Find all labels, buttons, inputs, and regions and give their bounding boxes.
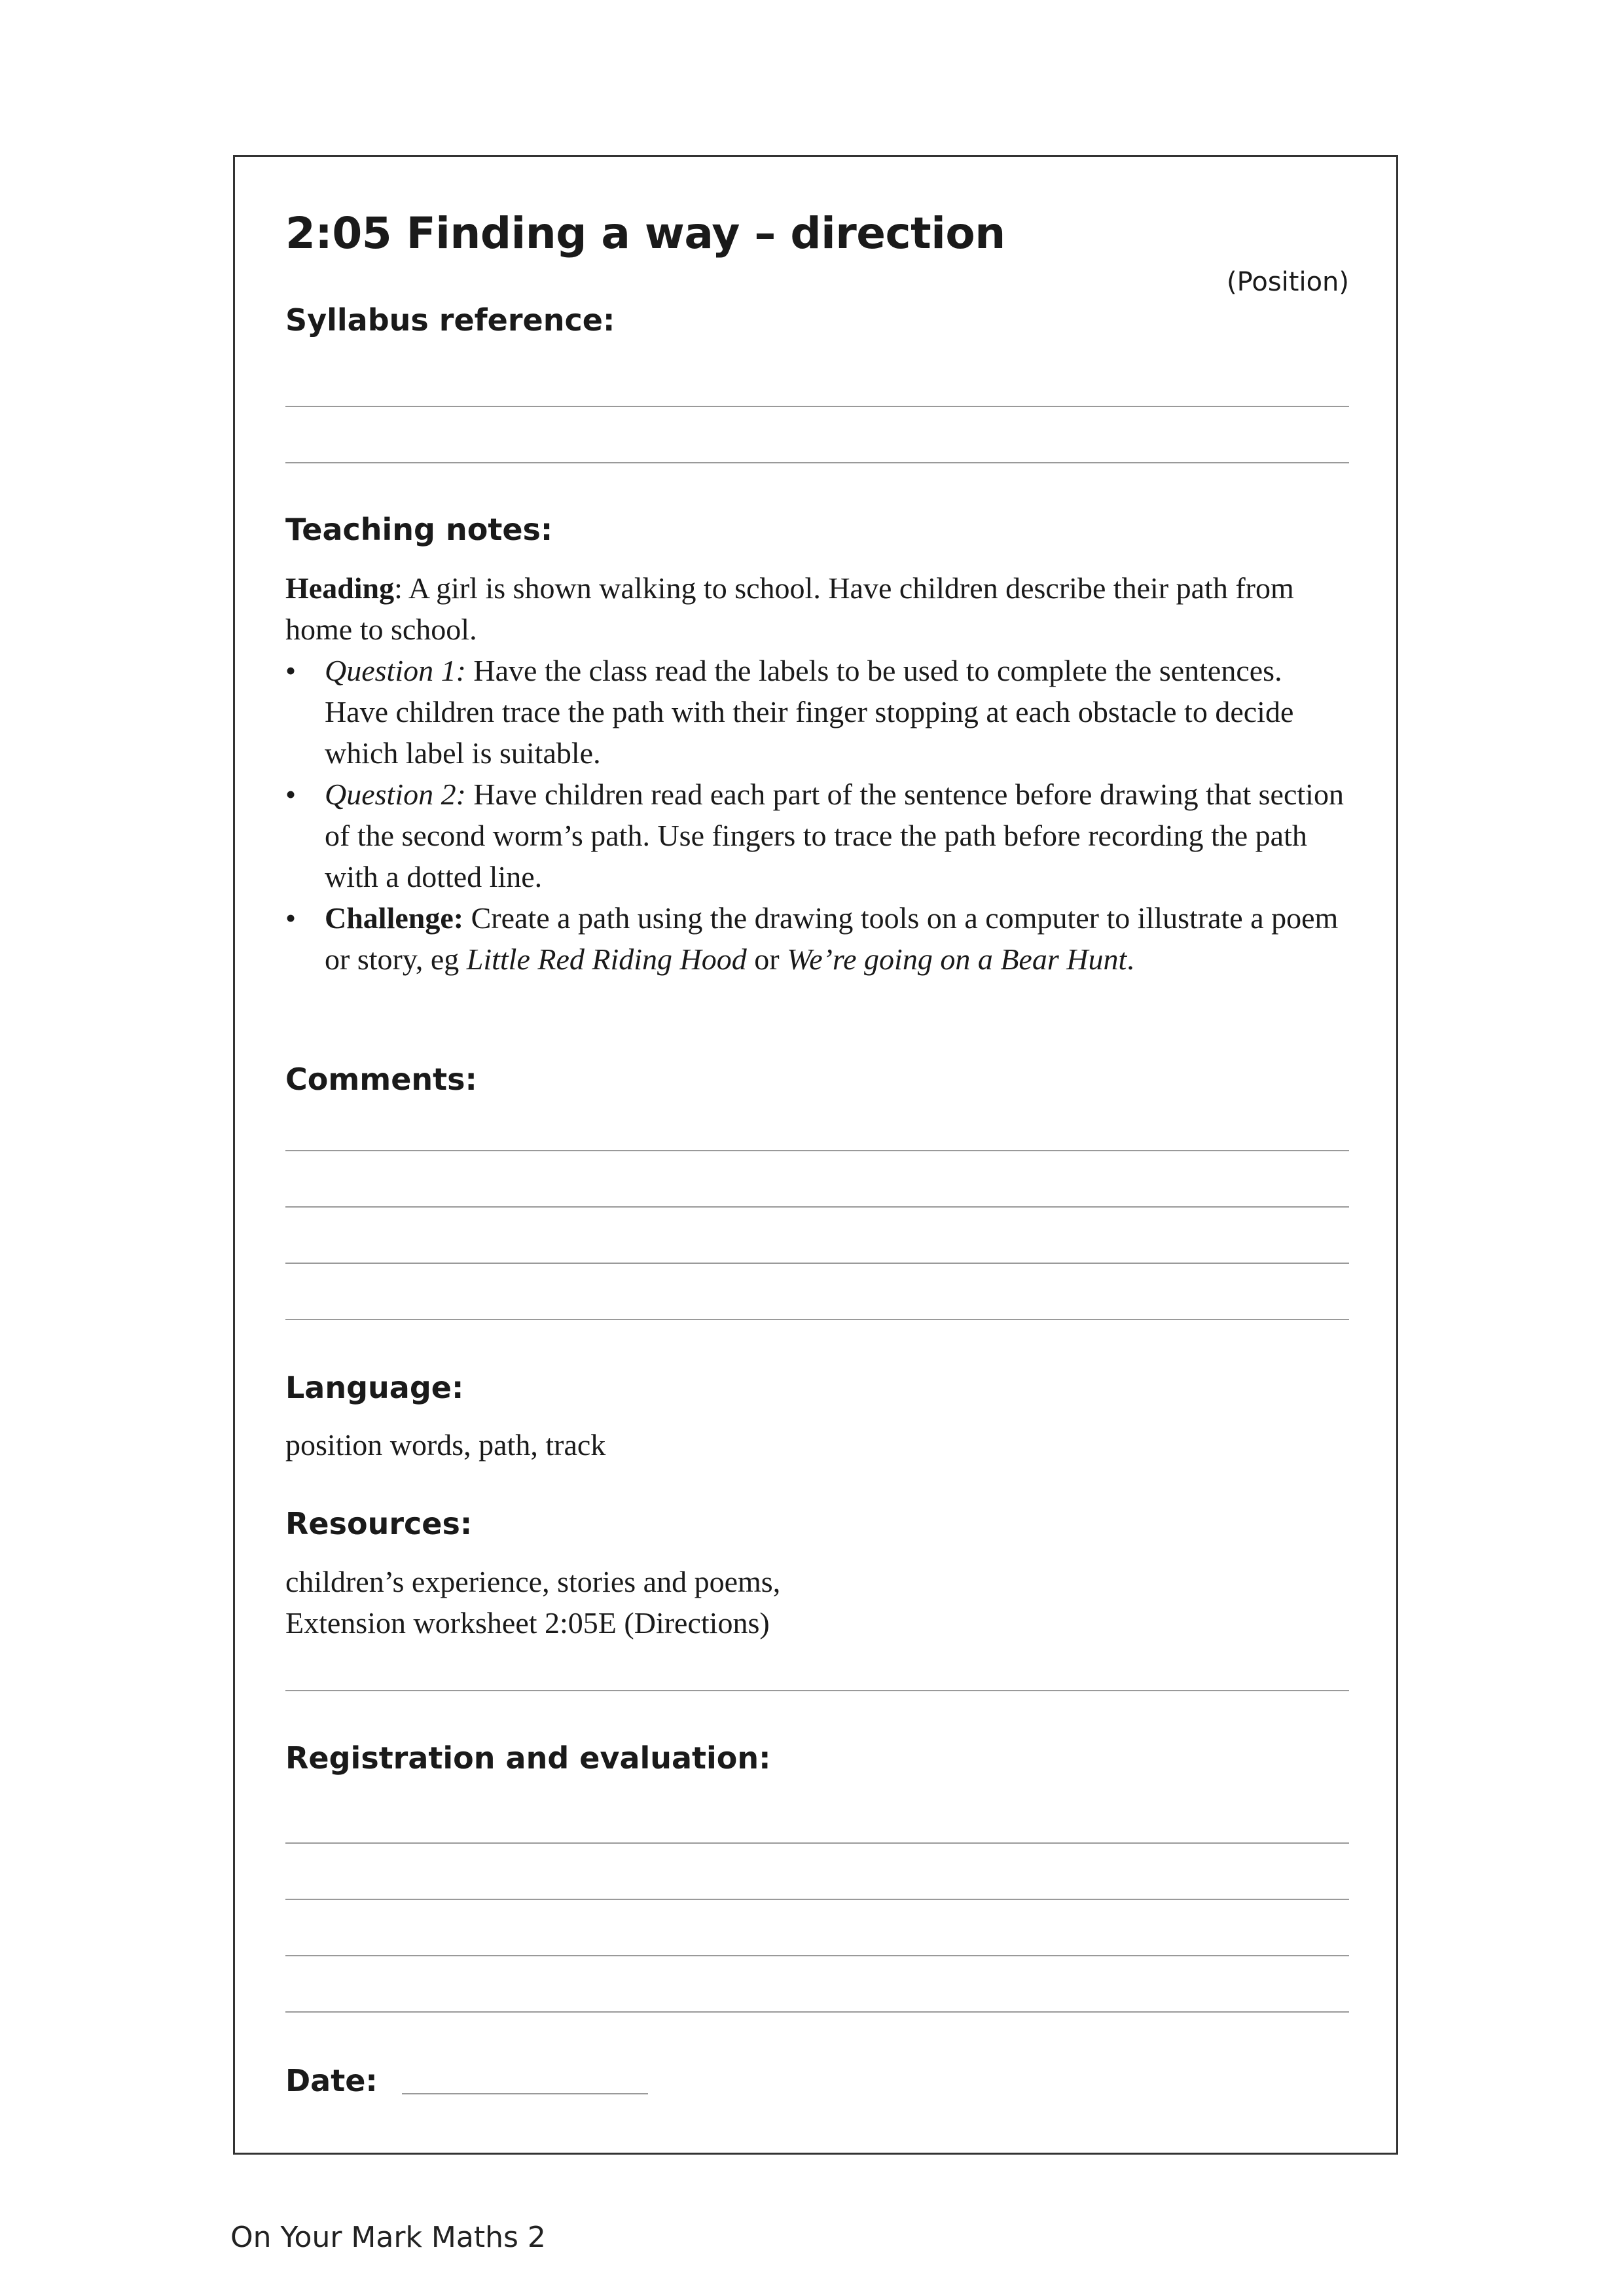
comments-line-4 [285, 1319, 1349, 1320]
teaching-notes-list [285, 650, 1359, 980]
registration-heading: Registration and evaluation: [285, 1740, 771, 1776]
bullet-icon: • [285, 654, 297, 687]
challenge-label: Challenge: [325, 901, 464, 935]
language-text: position words, path, track [285, 1428, 606, 1462]
comments-line-1 [285, 1150, 1349, 1151]
syllabus-line-1 [285, 406, 1349, 407]
question-1-label: Question 1: [325, 654, 466, 687]
syllabus-heading: Syllabus reference: [285, 302, 615, 338]
date-field-line [402, 2093, 648, 2094]
question-1-text: Have the class read the labels to be used to complete the sentences. [465, 654, 1282, 687]
registration-line-1 [285, 1842, 1349, 1844]
list-item [285, 650, 1359, 774]
registration-line-4 [285, 2011, 1349, 2013]
resources-text [285, 1561, 1359, 1643]
list-item [285, 774, 1359, 897]
challenge-joiner: or [746, 942, 787, 976]
page-title: 2:05 Finding a way – direction [285, 208, 1005, 259]
resources-line [285, 1690, 1349, 1691]
intro-text: : A girl is shown walking to school. Have children describe their path from home to school. [285, 571, 1294, 646]
intro-label: Heading [285, 571, 395, 605]
resources-line-1: children’s experience, stories and poems, [285, 1565, 781, 1598]
bullet-icon: • [285, 778, 297, 811]
comments-line-3 [285, 1263, 1349, 1264]
footer-text: On Your Mark Maths 2 [230, 2221, 546, 2254]
challenge-title-1: Little Red Riding Hood [466, 942, 747, 976]
challenge-text: Create a path using the drawing tools on a computer to illustrate a poem or story, eg [325, 901, 1339, 976]
language-heading: Language: [285, 1370, 464, 1405]
challenge-title-2: We’re going on a Bear Hunt [787, 942, 1127, 976]
syllabus-line-2 [285, 462, 1349, 463]
teaching-notes-intro [285, 567, 1359, 650]
teaching-notes-heading: Teaching notes: [285, 512, 553, 547]
bullet-icon: • [285, 901, 297, 935]
resources-line-2: Extension worksheet 2:05E (Directions) [285, 1606, 770, 1640]
question-2-label: Question 2: [325, 778, 466, 811]
resources-heading: Resources: [285, 1506, 473, 1541]
comments-line-2 [285, 1206, 1349, 1208]
list-item [285, 897, 1359, 980]
challenge-end: . [1127, 942, 1134, 976]
registration-line-2 [285, 1899, 1349, 1900]
registration-line-3 [285, 1955, 1349, 1956]
strand-label: (Position) [1227, 267, 1349, 297]
date-label: Date: [285, 2063, 378, 2098]
comments-heading: Comments: [285, 1062, 477, 1097]
question-1-extra: Have children trace the path with their finger stopping at each obstacle to decide which label is suitable. [325, 695, 1294, 770]
question-2-text: Have children read each part of the sentence before drawing that section of the second worm’s path. Use fingers to trace the path before recording the path with a dotted line. [325, 778, 1344, 893]
page-frame [233, 155, 1398, 2155]
